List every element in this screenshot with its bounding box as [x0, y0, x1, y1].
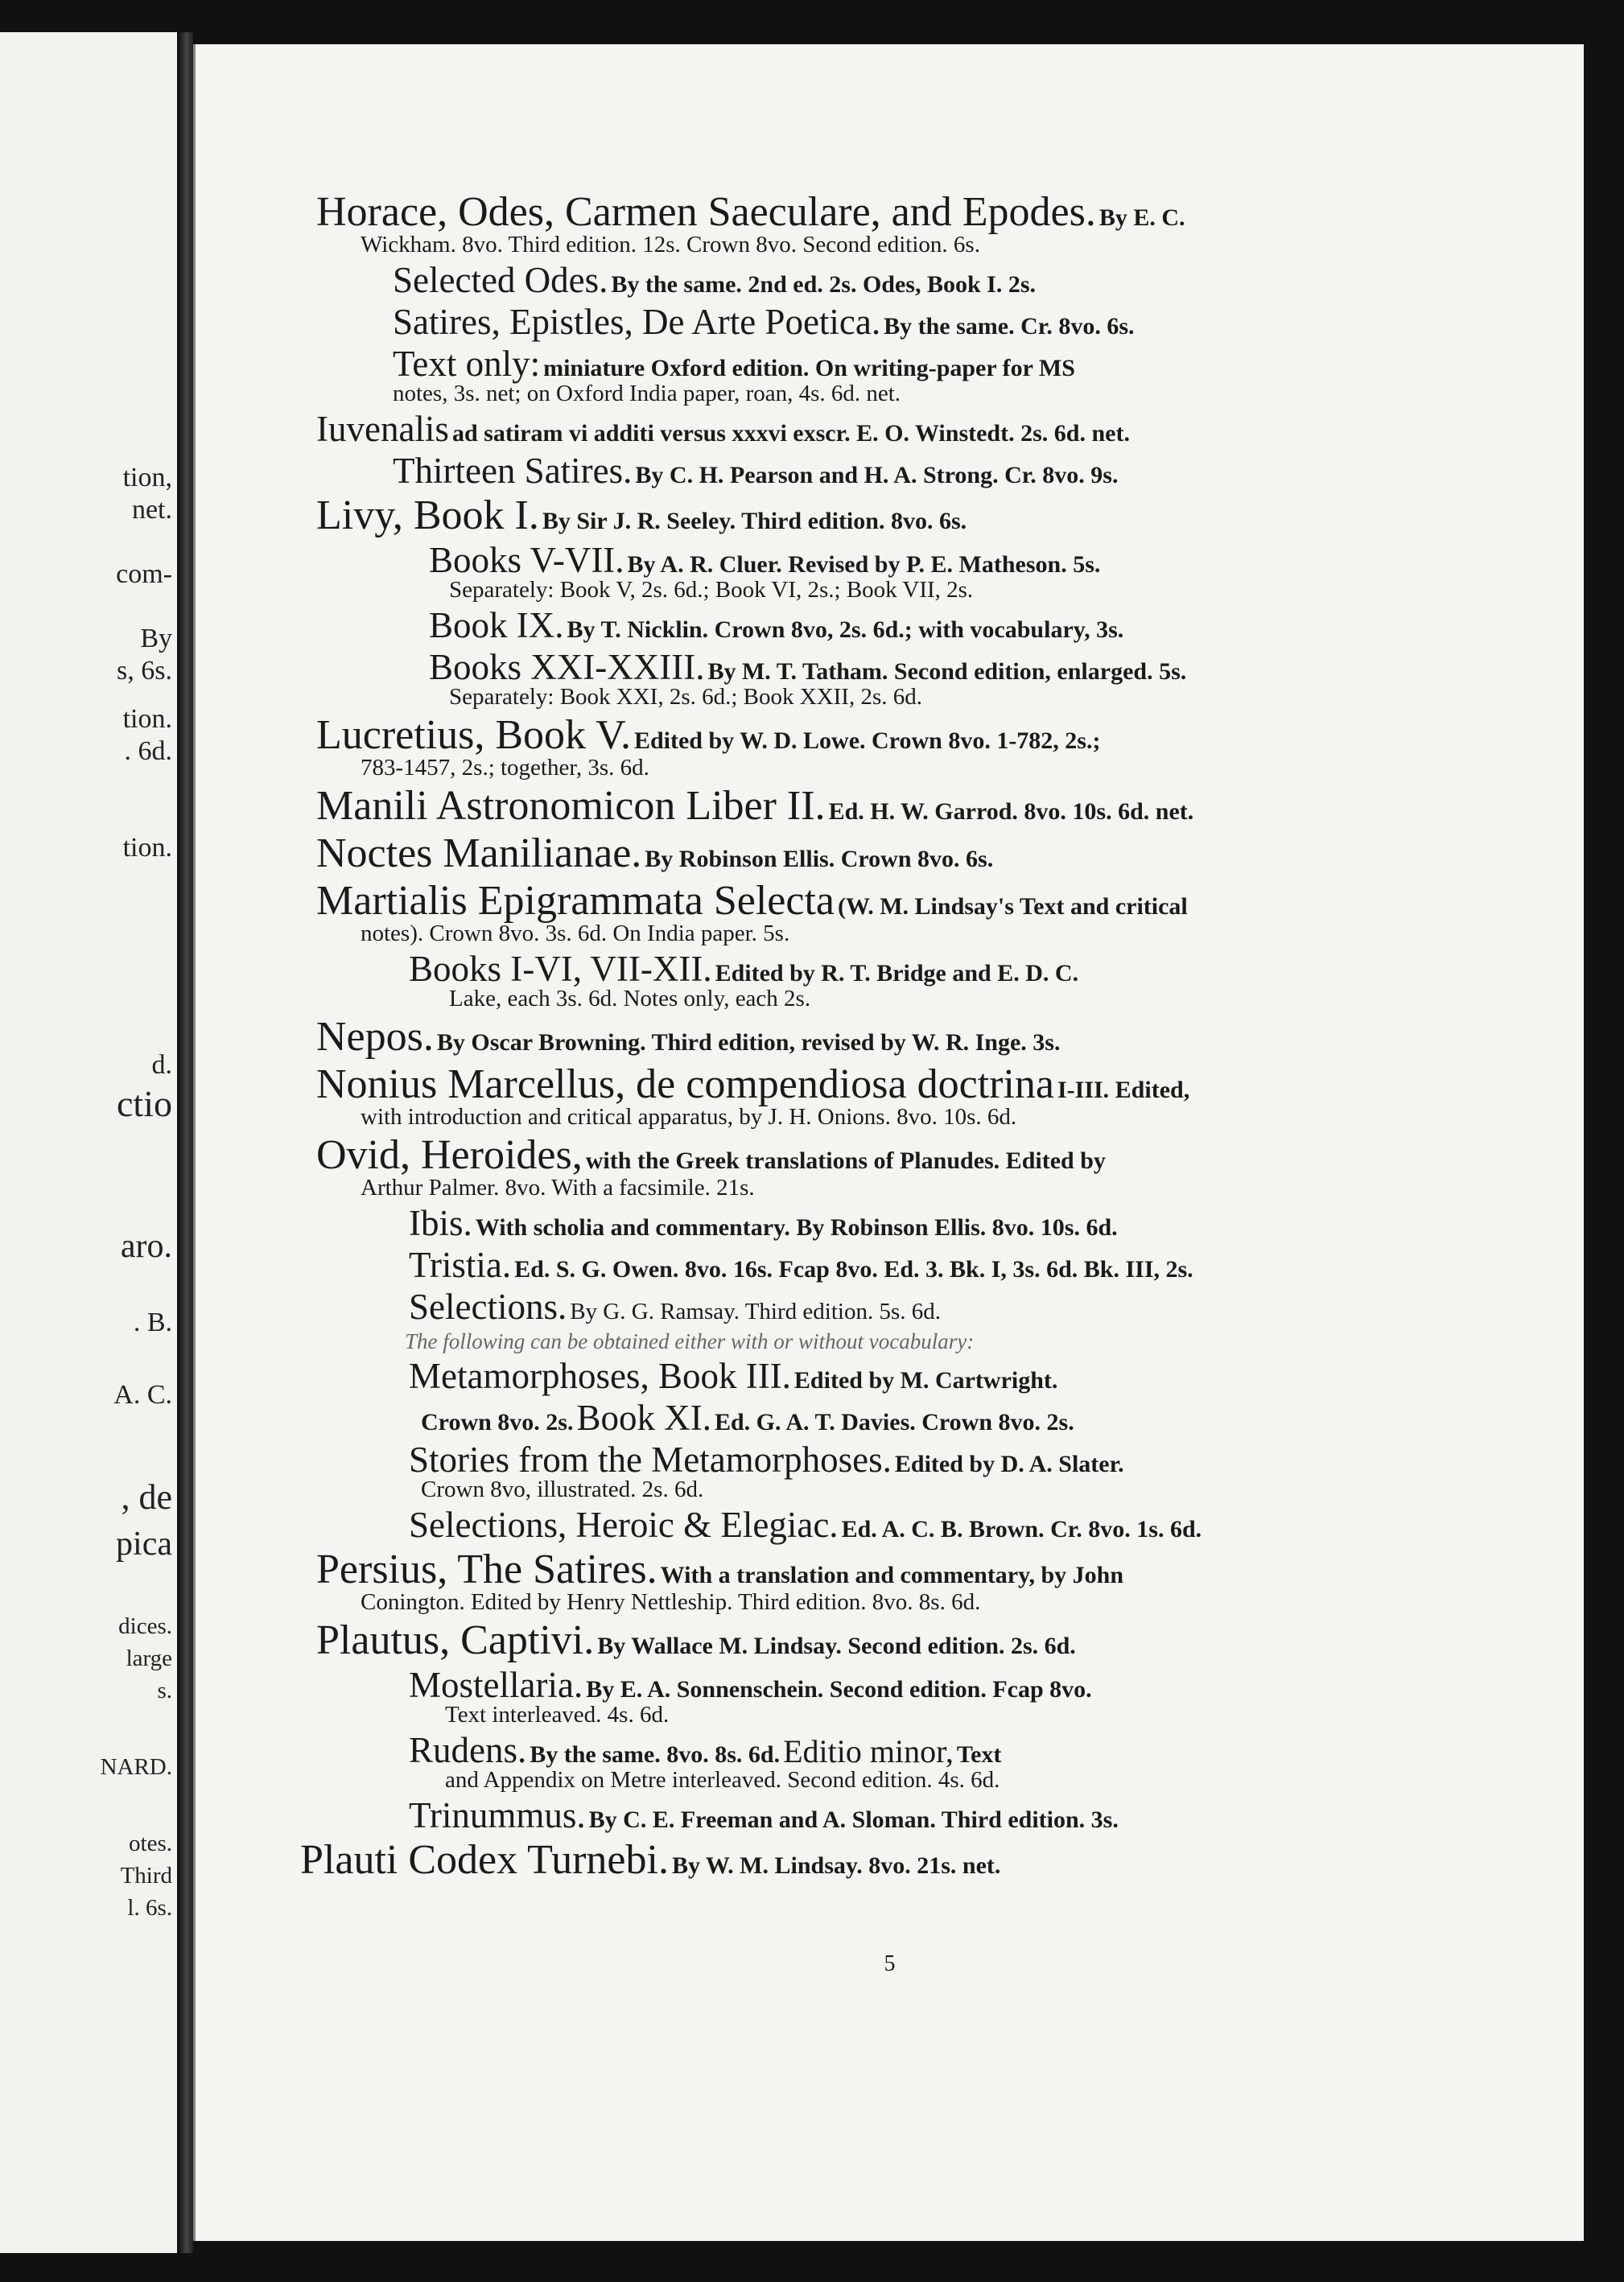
- entry-continuation: Wickham. 8vo. Third edition. 12s. Crown 8vo. Second edition. 6s.: [361, 232, 980, 257]
- entry-continuation: Crown 8vo, illustrated. 2s. 6d.: [421, 1477, 704, 1502]
- entry-continuation: notes, 3s. net; on Oxford India paper, roan, 4s. 6d. net.: [393, 381, 901, 406]
- text-fragment: s, 6s.: [117, 656, 172, 686]
- entry-title: Lucretius, Book V.: [316, 712, 631, 758]
- entry-title: Manili Astronomicon Liber II.: [316, 783, 826, 829]
- catalogue-entry: [316, 189, 1459, 257]
- entry-title: Book IX.: [429, 605, 564, 645]
- entry-prefix: Crown 8vo. 2s.: [421, 1409, 574, 1436]
- entry-title: Book XI.: [576, 1398, 711, 1438]
- entry-title: Martialis Epigrammata Selecta: [316, 878, 835, 924]
- text-fragment: pica: [116, 1526, 172, 1563]
- text-fragment: l. 6s.: [127, 1895, 172, 1921]
- catalogue-entry: [316, 542, 1459, 602]
- entry-detail-secondary: Text: [956, 1741, 1002, 1768]
- entry-detail: Edited by D. A. Slater.: [894, 1451, 1124, 1477]
- entry-continuation: 783-1457, 2s.; together, 3s. 6d.: [361, 755, 649, 781]
- entry-title: Ovid, Heroides,: [316, 1132, 583, 1178]
- catalogue-entry: [316, 453, 1459, 489]
- entry-title: Selections, Heroic & Elegiac.: [409, 1505, 839, 1545]
- entry-detail: By C. H. Pearson and H. A. Strong. Cr. 8vo. 9s.: [635, 462, 1119, 488]
- entry-detail: miniature Oxford edition. On writing-paper for MS: [543, 355, 1075, 381]
- entry-detail: (W. M. Lindsay's Text and critical: [837, 893, 1188, 920]
- catalogue-entry: [316, 1247, 1459, 1283]
- entry-detail: I-III. Edited,: [1057, 1077, 1190, 1103]
- entry-continuation: Conington. Edited by Henry Nettleship. Third edition. 8vo. 8s. 6d.: [361, 1589, 981, 1615]
- catalogue-list: [300, 189, 1459, 1887]
- entry-detail: Edited by M. Cartwright.: [793, 1367, 1058, 1394]
- italic-note: The following can be obtained either with or without vocabulary:: [405, 1329, 975, 1353]
- facing-page-fragment: [0, 32, 177, 2253]
- entry-title-secondary: Editio minor,: [783, 1733, 954, 1769]
- entry-title: Stories from the Metamorphoses.: [409, 1440, 892, 1480]
- entry-title: Mostellaria.: [409, 1665, 583, 1705]
- text-fragment: large: [126, 1646, 172, 1671]
- catalogue-entry: [316, 411, 1459, 447]
- entry-detail: By the same. 2nd ed. 2s. Odes, Book I. 2s.: [611, 271, 1036, 298]
- text-fragment: com-: [116, 559, 172, 589]
- entry-title: Persius, The Satires.: [316, 1547, 657, 1592]
- entry-continuation: and Appendix on Metre interleaved. Second edition. 4s. 6d.: [445, 1767, 1000, 1793]
- catalogue-entry: [316, 605, 1459, 645]
- entry-detail: Ed. G. A. T. Davies. Crown 8vo. 2s.: [714, 1409, 1074, 1436]
- entry-detail: By Oscar Browning. Third edition, revised by W. R. Inge. 3s.: [436, 1029, 1061, 1056]
- entry-continuation: Arthur Palmer. 8vo. With a facsimile. 21s.: [361, 1175, 755, 1201]
- entry-title: Plauti Codex Turnebi.: [300, 1837, 669, 1883]
- entry-title: Ibis.: [409, 1203, 472, 1243]
- entry-detail: Ed. S. G. Owen. 8vo. 16s. Fcap 8vo. Ed. 3. Bk. I, 3s. 6d. Bk. III, 2s.: [514, 1256, 1193, 1283]
- text-fragment: aro.: [120, 1228, 172, 1265]
- entry-title: Livy, Book I.: [316, 492, 539, 538]
- catalogue-entry: [316, 1289, 1459, 1325]
- entry-detail: By T. Nicklin. Crown 8vo, 2s. 6d.; with vocabulary, 3s.: [567, 616, 1124, 643]
- catalogue-entry: [316, 1400, 1459, 1436]
- catalogue-entry: [316, 304, 1459, 340]
- catalogue-entry: [316, 1132, 1459, 1201]
- text-fragment: dices.: [118, 1613, 172, 1639]
- text-fragment: . 6d.: [124, 736, 172, 766]
- entry-title: Text only:: [393, 344, 541, 384]
- entry-detail: By W. M. Lindsay. 8vo. 21s. net.: [671, 1852, 1001, 1879]
- entry-detail: By G. G. Ramsay. Third edition. 5s. 6d.: [570, 1299, 941, 1324]
- text-fragment: Third: [120, 1863, 172, 1889]
- entry-continuation: notes). Crown 8vo. 3s. 6d. On India paper. 5s.: [361, 921, 790, 946]
- catalogue-entry: [300, 1839, 1459, 1881]
- catalogue-entry: [316, 1732, 1459, 1792]
- text-fragment: net.: [131, 495, 172, 525]
- text-fragment: ctio: [117, 1083, 172, 1124]
- entry-title: Noctes Manilianae.: [316, 830, 642, 876]
- catalogue-entry: [316, 880, 1459, 945]
- entry-continuation: with introduction and critical apparatus, by J. H. Onions. 8vo. 10s. 6d.: [361, 1104, 1017, 1130]
- entry-title: Tristia.: [409, 1245, 512, 1285]
- entry-title: Books XXI-XXIII.: [429, 647, 705, 687]
- entry-title: Nonius Marcellus, de compendiosa doctrina: [316, 1061, 1054, 1107]
- book-gutter: [177, 32, 193, 2253]
- page-number: 5: [884, 1951, 896, 1976]
- text-fragment: . B.: [133, 1308, 172, 1337]
- catalogue-entry: [316, 1617, 1459, 1663]
- entry-detail: ad satiram vi additi versus xxxvi exscr. E. O. Winstedt. 2s. 6d. net.: [451, 420, 1130, 447]
- entry-title: Rudens.: [409, 1730, 527, 1770]
- text-fragment: , de: [121, 1477, 172, 1517]
- catalogue-entry: [316, 1205, 1459, 1242]
- entry-continuation: Text interleaved. 4s. 6d.: [445, 1702, 670, 1728]
- entry-title: Trinummus.: [409, 1795, 586, 1835]
- entry-detail: Ed. A. C. B. Brown. Cr. 8vo. 1s. 6d.: [841, 1516, 1202, 1543]
- entry-continuation: Separately: Book V, 2s. 6d.; Book VI, 2s.; Book VII, 2s.: [449, 577, 974, 603]
- entry-detail: By E. A. Sonnenschein. Second edition. Fcap 8vo.: [586, 1676, 1092, 1703]
- entry-continuation: Separately: Book XXI, 2s. 6d.; Book XXII, 2s. 6d.: [449, 684, 923, 710]
- entry-title: Nepos.: [316, 1014, 434, 1060]
- entry-title: Iuvenalis: [316, 409, 449, 449]
- entry-detail: with the Greek translations of Planudes. Edited by: [585, 1147, 1106, 1174]
- text-fragment: tion,: [122, 463, 172, 492]
- catalogue-entry: [316, 785, 1459, 827]
- catalogue-entry: [316, 346, 1459, 406]
- entry-detail: With a translation and commentary, by John: [660, 1562, 1124, 1588]
- catalogue-entry: [316, 830, 1459, 876]
- text-fragment: d.: [151, 1050, 172, 1080]
- catalogue-entry: [316, 1795, 1459, 1835]
- entry-title: Selections.: [409, 1287, 567, 1327]
- catalogue-entry: [316, 1507, 1459, 1543]
- text-fragment: s.: [157, 1678, 172, 1703]
- catalogue-entry: [316, 951, 1459, 1011]
- entry-detail: By the same. 8vo. 8s. 6d.: [530, 1741, 781, 1768]
- entry-detail: By Sir J. R. Seeley. Third edition. 8vo. 6s.: [542, 508, 967, 534]
- catalogue-entry: [316, 1358, 1459, 1394]
- catalogue-entry: [316, 262, 1459, 299]
- text-fragment: tion.: [122, 704, 172, 734]
- catalogue-entry: [316, 1442, 1459, 1501]
- catalogue-entry: [316, 492, 1459, 538]
- catalogue-entry: [316, 649, 1459, 709]
- entry-title: Metamorphoses, Book III.: [409, 1356, 791, 1396]
- entry-detail: By E. C.: [1098, 204, 1185, 231]
- text-fragment: By: [140, 624, 172, 653]
- entry-detail: Edited by R. T. Bridge and E. D. C.: [715, 960, 1079, 987]
- entry-detail: Ed. H. W. Garrod. 8vo. 10s. 6d. net.: [828, 798, 1194, 825]
- entry-detail: By Robinson Ellis. Crown 8vo. 6s.: [645, 846, 994, 872]
- entry-detail: By C. E. Freeman and A. Sloman. Third edition. 3s.: [588, 1806, 1119, 1833]
- catalogue-entry: [316, 712, 1459, 781]
- entry-title: Books I-VI, VII-XII.: [409, 949, 712, 989]
- text-fragment: tion.: [122, 833, 172, 863]
- text-fragment: NARD.: [100, 1754, 172, 1780]
- entry-title: Thirteen Satires.: [393, 451, 633, 491]
- catalogue-entry: [316, 1549, 1459, 1614]
- entry-title: Satires, Epistles, De Arte Poetica.: [393, 302, 881, 342]
- catalogue-entry: [316, 1061, 1459, 1130]
- entry-detail: With scholia and commentary. By Robinson Ellis. 8vo. 10s. 6d.: [475, 1214, 1118, 1241]
- entry-detail: By M. T. Tatham. Second edition, enlarged. 5s.: [707, 658, 1187, 685]
- entry-title: Horace, Odes, Carmen Saeculare, and Epodes.: [316, 189, 1096, 235]
- entry-detail: Edited by W. D. Lowe. Crown 8vo. 1-782, 2s.;: [633, 727, 1101, 754]
- entry-detail: By the same. Cr. 8vo. 6s.: [884, 313, 1135, 340]
- catalogue-page: [193, 44, 1584, 2241]
- entry-title: Selected Odes.: [393, 260, 608, 300]
- text-fragment: otes.: [129, 1831, 172, 1856]
- catalogue-entry: [316, 1667, 1459, 1727]
- catalogue-entry: [316, 1016, 1459, 1058]
- entry-continuation: Lake, each 3s. 6d. Notes only, each 2s.: [449, 986, 811, 1011]
- entry-detail: By Wallace M. Lindsay. Second edition. 2s. 6d.: [597, 1633, 1076, 1659]
- entry-title: Books V-VII.: [429, 540, 624, 580]
- text-fragment: A. C.: [113, 1380, 172, 1410]
- vocabulary-note: [316, 1331, 1459, 1353]
- entry-title: Plautus, Captivi.: [316, 1617, 595, 1663]
- entry-detail: By A. R. Cluer. Revised by P. E. Matheson. 5s.: [627, 551, 1101, 578]
